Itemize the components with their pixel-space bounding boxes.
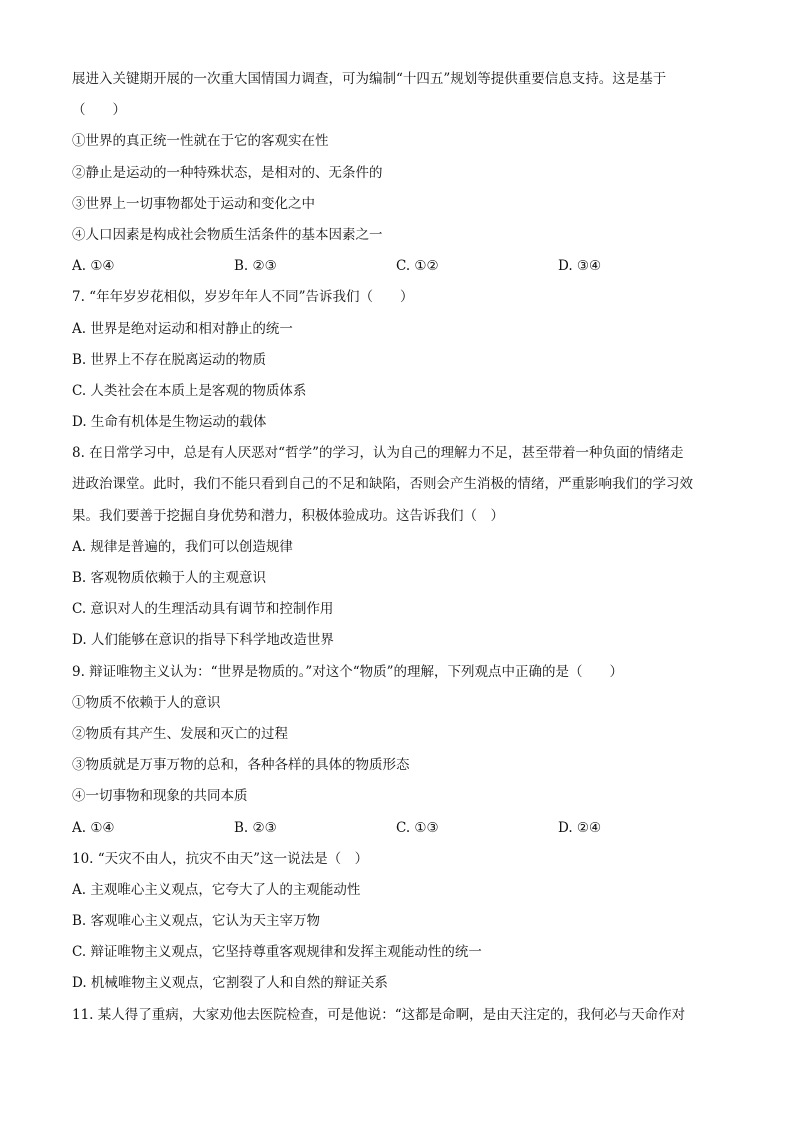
option-b: B. 客观唯心主义观点，它认为天主宰万物 bbox=[72, 913, 321, 930]
statement-item: ③物质就是万事万物的总和，各种各样的具体的物质形态 bbox=[72, 757, 410, 774]
question-stem: 进政治课堂。此时，我们不能只看到自己的不足和缺陷，否则会产生消极的情绪，严重影响我们的学习效 bbox=[72, 476, 693, 493]
option-d: D. ②④ bbox=[558, 819, 602, 836]
statement-item: ④一切事物和现象的共同本质 bbox=[72, 788, 248, 805]
option-d: D. 人们能够在意识的指导下科学地改造世界 bbox=[72, 632, 334, 649]
question-7 bbox=[72, 282, 732, 438]
option-a: A. ①④ bbox=[72, 819, 115, 836]
question-text-line: 展进入关键期开展的一次重大国情国力调查，可为编制“十四五”规划等提供重要信息支持。这是基于 bbox=[72, 71, 667, 87]
question-stem: 7. “年年岁岁花相似，岁岁年年人不同”告诉我们（ ） bbox=[72, 289, 414, 306]
option-a: A. 世界是绝对运动和相对静止的统一 bbox=[72, 320, 293, 337]
option-b: B. ②③ bbox=[234, 258, 277, 275]
statement-item: ①物质不依赖于人的意识 bbox=[72, 694, 221, 711]
question-6 bbox=[72, 64, 732, 282]
option-row bbox=[72, 813, 732, 844]
statement-item: ③世界上一切事物都处于运动和变化之中 bbox=[72, 195, 315, 212]
question-stem: 8. 在日常学习中，总是有人厌恶对“哲学”的学习，认为自己的理解力不足，甚至带着一种负面的情绪走 bbox=[72, 445, 684, 462]
question-stem: 11. 某人得了重病，大家劝他去医院检查，可是他说：“这都是命啊，是由天注定的，我何必与天命作对 bbox=[72, 1006, 686, 1023]
question-stem: 9. 辩证唯物主义认为：“世界是物质的。”对这个“物质”的理解，下列观点中正确的是（ ） bbox=[72, 663, 624, 680]
option-c: C. 辩证唯物主义观点，它坚持尊重客观规律和发挥主观能动性的统一 bbox=[72, 944, 482, 961]
option-a: A. 主观唯心主义观点，它夸大了人的主观能动性 bbox=[72, 881, 361, 898]
statement-item: ④人口因素是构成社会物质生活条件的基本因素之一 bbox=[72, 226, 383, 243]
option-b: B. ②③ bbox=[234, 819, 277, 836]
option-c: C. ①③ bbox=[396, 819, 439, 836]
question-stem: 果。我们要善于挖掘自身优势和潜力，积极体验成功。这告诉我们（ ） bbox=[72, 507, 504, 524]
option-a: A. 规律是普遍的，我们可以创造规律 bbox=[72, 538, 293, 555]
option-d: D. 机械唯物主义观点，它割裂了人和自然的辩证关系 bbox=[72, 975, 388, 992]
statement-item: ①世界的真正统一性就在于它的客观实在性 bbox=[72, 133, 329, 150]
option-d: D. 生命有机体是生物运动的载体 bbox=[72, 414, 267, 431]
question-11 bbox=[72, 1000, 732, 1031]
question-8 bbox=[72, 438, 732, 656]
option-c: C. 人类社会在本质上是客观的物质体系 bbox=[72, 382, 307, 399]
option-c: C. 意识对人的生理活动具有调节和控制作用 bbox=[72, 601, 334, 618]
question-stem: 10. “天灾不由人，抗灾不由天”这一说法是（ ） bbox=[72, 850, 369, 867]
question-9 bbox=[72, 657, 732, 844]
option-a: A. ①④ bbox=[72, 258, 115, 275]
statement-item: ②物质有其产生、发展和灭亡的过程 bbox=[72, 725, 288, 742]
question-10 bbox=[72, 844, 732, 1000]
option-d: D. ③④ bbox=[558, 258, 602, 275]
option-c: C. ①② bbox=[396, 258, 439, 275]
answer-bracket: （ ） bbox=[72, 102, 126, 119]
statement-item: ②静止是运动的一种特殊状态，是相对的、无条件的 bbox=[72, 164, 383, 181]
option-b: B. 世界上不存在脱离运动的物质 bbox=[72, 351, 267, 368]
document-page bbox=[72, 64, 732, 1031]
option-b: B. 客观物质依赖于人的主观意识 bbox=[72, 570, 267, 586]
option-row bbox=[72, 251, 732, 282]
